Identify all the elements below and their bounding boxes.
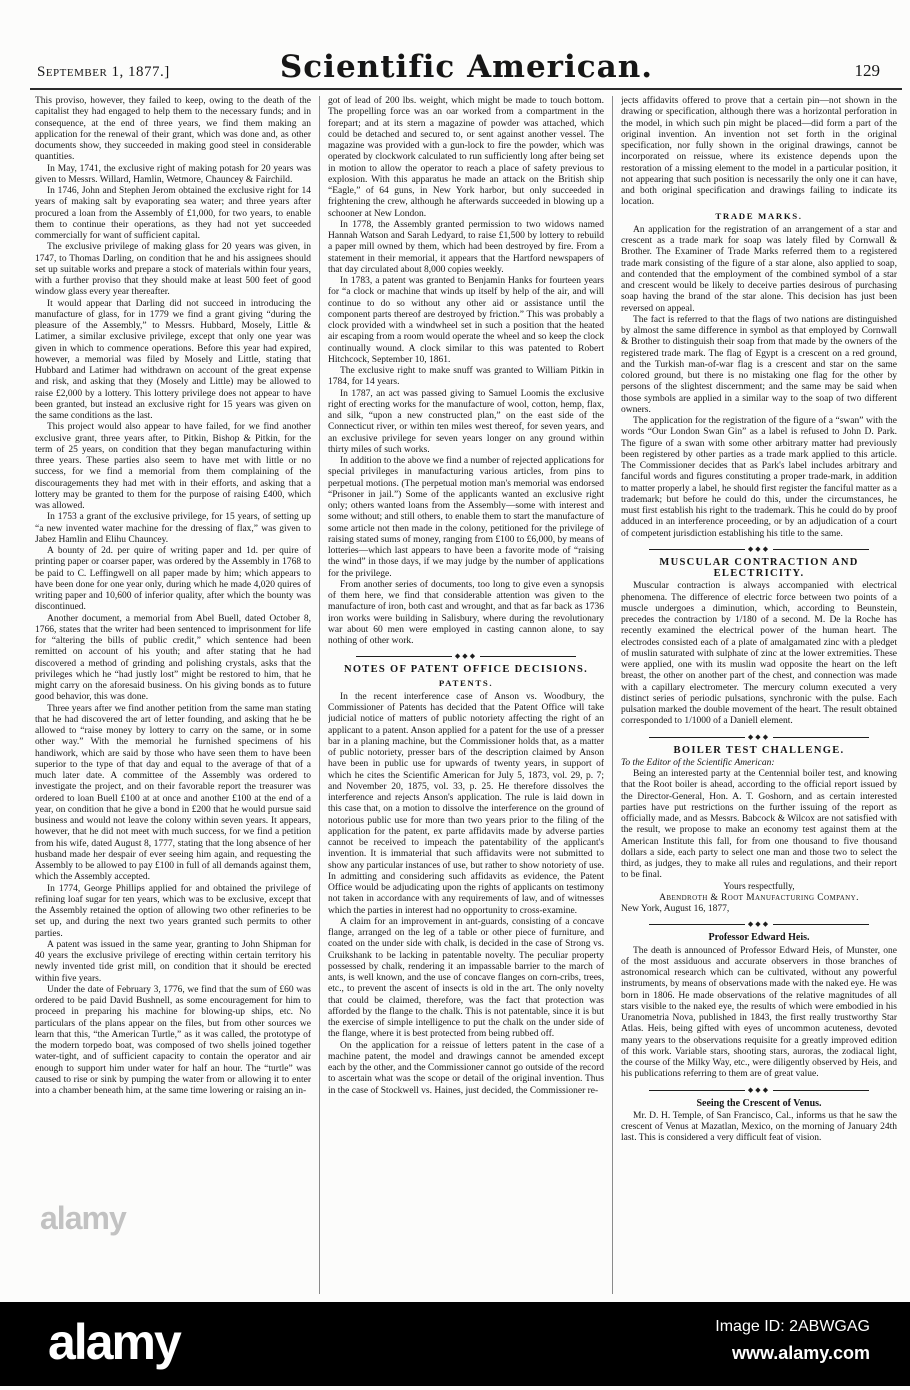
paragraph: Being an interested party at the Centennial boiler test, and knowing that the Root boiler is ahead, according to the official report issued by the Director-General, Hon. A. T. Goshorn, and as certain interested parties have put restrictions on the further issuing of the report as officially made, and as Messrs. Babcock & Wilcox are not satisfied with the result, we propose to make an economy test against them at the American Institute this fall, for from one thousand to five thousand dollars a side, each party to select one man and those two to select the third, as judges, they to make all rules and regulations, and their report to be final. <box>621 769 897 881</box>
section-heading: BOILER TEST CHALLENGE. <box>673 744 845 756</box>
header-rule <box>30 88 902 90</box>
diamond-ornament-icon: ◆◆◆ <box>747 920 771 929</box>
paragraph: From another series of documents, too long to give even a synopsis of them here, we find that considerable attention was given to the manufacture of iron, both cast and wrought, and that as far back as 1736 iron works were building in Salisbury, where during the revolutionary war about 60 men were employed in casting cannon alone, to say nothing of other work. <box>328 579 604 646</box>
subsection-heading: TRADE MARKS. <box>715 210 803 221</box>
column-divider-rule <box>319 96 320 1294</box>
diamond-ornament-icon: ◆◆◆ <box>747 1085 771 1094</box>
paragraph: The exclusive privilege of making glass for 20 years was given, in 1747, to Thomas Darling, on condition that he and his assignees should set up suitable works and prepare a stock of materials within four years, with a further proviso that they should make at least 500 feet of good window glass every year thereafter. <box>35 242 311 298</box>
masthead-title: Scientific American. <box>279 49 654 85</box>
text-column-1 <box>35 96 311 1294</box>
section-divider <box>645 1087 873 1094</box>
paragraph: In 1753 a grant of the exclusive privilege, for 15 years, of setting up “a new invented water machine for the dressing of flax,” was given to Jabez Hamlin and Elihu Chauncey. <box>35 512 311 545</box>
paragraph: In addition to the above we find a number of rejected applications for special privileges in manufacturing various articles, from pins to perpetual motions. (The perpetual motion man's memorial was endorsed “Prisoner in jail.”) Some of the applicants wanted an exclusive right only; others wanted loans from the Assembly—some with interest and some without; and still others, to enable them to start the manufacture of some article not then made in the colony, petitioned for the privilege of raising stated sums of money, ranging from £100 to £6,000, by means of lotteries—which last appears to have been a favorite mode of “raising the wind” in those days, if we may judge by the number of applications for the privilege. <box>328 456 604 579</box>
paragraph-continuation: got of lead of 200 lbs. weight, which might be made to touch bottom. The propelling force was an oar worked from a compartment in the forepart; and at its stern a magazine of powder was attached, which could be detached and secured to, or sent against another vessel. The magazine was provided with a gun-lock to fire the powder, which was operated by clockwork calculated to run sufficiently long after being set in motion to allow the operator to reach a place of safety previous to explosion. With this apparatus he made an attack on the British ship “Eagle,” of 64 guns, in New York harbor, but only succeeded in frightening the crew, although he afterwards succeeded in blowing up a schooner at New London. <box>328 96 604 219</box>
alamy-url[interactable]: www.alamy.com <box>731 1343 870 1363</box>
dateline: New York, August 16, 1877, <box>621 904 730 914</box>
paragraph: A patent was issued in the same year, granting to John Shipman for 40 years the exclusive privilege of erecting within certain territory his newly invented tide grist mill, on condition that it should be erected within five years. <box>35 939 311 984</box>
diamond-ornament-icon: ◆◆◆ <box>454 652 478 661</box>
column-divider-rule <box>612 96 613 1294</box>
divider-line <box>480 656 576 657</box>
section-divider <box>645 734 873 741</box>
paragraph: This project would also appear to have failed, for we find another exclusive grant, three years after, to Pitkin, Bishop & Pitkin, for the term of 25 years, on condition that they began manufacturing within three years. These parties also seem to have met with little or no success, for we find a memorial from them complaining of the discouragements they had met with in their efforts, and asking that a lottery may be granted to them for the purpose of raising £400, which was allowed. <box>35 422 311 511</box>
paragraph: Under the date of February 3, 1776, we find that the sum of £60 was ordered to be paid David Bushnell, as some encouragement for him to proceed in preparing his machine for blowing-up ships, etc. No particulars of the plans appear on the files, but from other sources we learn that this, “the American Turtle,” as it was called, the prototype of the modern torpedo boat, was composed of two shells joined together water-tight, and of sufficient capacity to contain the operator and air enough to support him under water for half an hour. The “turtle” was caused to rise or sink by pumping the water from or allowing it to enter into a chamber beneath him, at the same time lowering or raising an in- <box>35 984 311 1096</box>
text-column-2 <box>328 96 604 1294</box>
paragraph-continuation: This proviso, however, they failed to keep, owing to the death of the capitalist they had engaged to help them to the necessary funds; and in consequence, at the end of three years, we find them making an application for the renewal of their grant, which was done and, as other documents show, they succeeded in making good steel in considerable quantities. <box>35 96 311 163</box>
article-columns <box>35 96 897 1294</box>
letter-salutation: To the Editor of the Scientific American: <box>621 757 775 768</box>
article-heading: Seeing the Crescent of Venus. <box>696 1097 822 1109</box>
divider-line <box>649 737 745 738</box>
signature: Abendroth & Root Manufacturing Company. <box>659 892 859 903</box>
divider-line <box>649 924 745 925</box>
paragraph: A claim for an improvement in ant-guards, consisting of a concave flange, arranged on the leg of a table or other piece of furniture, and coated on the under side with chalk, is decided in the case of Strong vs. Cruikshank to be lacking in patentable novelty. The peculiar property possessed by chalk, rendering it an impassable barrier to the march of ants, is well known, and the use of concave flanges on corn-cribs, trees, etc., to prevent the ascent of insects is old in the art. The only novelty that could be claimed, therefore, was the fact that protection was afforded by the flange to the chalk. This is not patentable, since it is but the exercise of simple intelligence to put the chalk on the under side of the flange, where it is best protected from being rubbed off. <box>328 916 604 1040</box>
divider-line <box>649 1090 745 1091</box>
subsection-heading: PATENTS. <box>438 677 494 688</box>
paragraph: In the recent interference case of Anson vs. Woodbury, the Commissioner of Patents has decided that the Patent Office will take judicial notice of matters of public notoriety affecting the right of an applicant to a patent. Anson applied for a patent for the use of a presser bar in a planing machine, but the Commissioner holds that, as a matter of public notoriety, presser bars of the description claimed by Anson have been in public use for upwards of twenty years, in support of which he cites the Scientific American for July 5, 1873, vol. 29, p. 7; and November 20, 1875, vol. 33, p. 25. He therefore dissolves the interference and rejects Anson's application. The rule is laid down in this case that, on a motion to dissolve the interference on the ground of notorious public use for more than two years prior to the filing of the application for the patent, ex parte affidavits made by adverse parties cannot be received to impeach the patentability of the applicant's invention. It is immaterial that such affidavits were not submitted to show any particular instances of use, but rather to show notoriety of use. In admitting and considering such affidavits as evidence, the Patent Office would be adjudicating upon the rights of applicants on testimony not taken in accordance with any requirements of law, and of witnesses which the parties in interest had no opportunity to cross-examine. <box>328 691 604 916</box>
diamond-ornament-icon: ◆◆◆ <box>747 544 771 553</box>
diamond-ornament-icon: ◆◆◆ <box>747 732 771 741</box>
paragraph: Muscular contraction is always accompanied with electrical phenomena. The difference of electric force between two points of a muscle undergoes a diminution, which, according to Beunstein, precedes the contraction by 1/180 of a second. M. De la Roche has recently examined the electrical power of the human heart. The electrodes consisted each of a plate of amalgamated zinc with a pledget of muslin saturated with sulphate of zinc at the lower extremities. These were applied, one with its muslin wad opposite the heart on the left breast, the other on another part of the chest, and connection was made with a capillary electrometer. The mercury column executed a very distinct series of periodic pulsations, synchronic with the pulse. Each pulsation marked the double movement of the heart. The result obtained corresponded to 1/1000 of a Daniell element. <box>621 581 897 727</box>
paragraph: Mr. D. H. Temple, of San Francisco, Cal., informs us that he saw the crescent of Venus at Mazatlan, Mexico, on the morning of January 24th last. This is considered a very difficult feat of vision. <box>621 1110 897 1144</box>
divider-line <box>649 549 745 550</box>
divider-line <box>773 737 869 738</box>
section-heading: NOTES OF PATENT OFFICE DECISIONS. <box>343 664 589 676</box>
paragraph: The fact is referred to that the flags of two nations are distinguished by almost the same difference in symbol as that employed by Cornwall & Brother to distinguish their soap from that made by the owners of the registered trade mark. The flag of Egypt is a crescent on a red ground, and the Turkish man-of-war flag is a crescent and star on the same colored ground, but there is no mistaking one flag for the other by persons of the slightest discernment; and the same may be said when those symbols are applied in a similar way to the soap of two different owners. <box>621 314 897 415</box>
issue-date: September 1, 1877.] <box>37 64 170 80</box>
section-divider <box>645 921 873 928</box>
paragraph: Three years after we find another petition from the same man stating that he had discovered the art of letter founding, and asking that he be allowed to “raise money by lottery to carry on the same, or in some other way.” With the memorial he furnished specimens of his handiwork, which are said by those who have seen them to have been superior to the type of that day and equal to the average of that of a much later date. A committee of the Assembly was ordered to investigate the project, and on their favorable report the treasurer was ordered to loan Buell £100 at at once and another £100 at the end of a year, on condition that he give a bond in £200 that he would pursue said business and would not leave the colony within seven years. It appears, however, that he did not meet with much success, for we find a petition from his wife, dated August 8, 1777, stating that the long absence of her husband made her despair of ever seeing him again, and requesting the Assembly to be allowed to pay £100 in full of all demands against them, which the Assembly accepted. <box>35 703 311 883</box>
divider-line <box>773 1090 869 1091</box>
paragraph: It would appear that Darling did not succeed in introducing the manufacture of glass, for in 1779 we find a grant giving “during the pleasure of the Assembly,” to Messrs. Hubbard, Mosely, Little & Latimer, a similar exclusive privilege, except that only one year was given in which to commence operations. Before this year had expired, however, a memorial was filed by Mosely and Little, stating that Hubbard and Latimer had withdrawn on account of the great expense and risk, and asking that they (Mosely and Little) may be allowed to raise £2,000 by a lottery. This lottery privilege does not appear to have been granted, but instead an exclusive right for 15 years was given on the same conditions as the last. <box>35 298 311 421</box>
paragraph: On the application for a reissue of letters patent in the case of a machine patent, the model and drawings cannot be amended except each by the other, and the Commissioner cannot go outside of the record to ascertain what was the scope or detail of the original invention. Thus in the case of Stockwell vs. Haines, just decided, the Commissioner re- <box>328 1040 604 1096</box>
alamy-logo: alamy <box>48 1314 180 1370</box>
image-id-label: Image ID: 2ABWGAG <box>715 1318 870 1335</box>
section-divider <box>352 653 580 660</box>
alamy-footer-bar <box>0 1302 910 1386</box>
paragraph: In 1778, the Assembly granted permission to two widows named Hannah Watson and Sarah Ledyard, to raise £1,500 by lottery to rebuild a paper mill owned by them, which had been destroyed by fire. From a statement in their memorial, it appears that the Hartford newspapers of that day circulated about 8,000 copies weekly. <box>328 219 604 275</box>
divider-line <box>356 656 452 657</box>
paragraph: An application for the registration of an arrangement of a star and crescent as a trade mark for soap was lately filed by Cornwall & Brother. The Examiner of Trade Marks referred them to a registered trade mark consisting of the figure of a star alone, also applied to soap, and contended that the employment of the combined symbol of a star and crescent would be likely to deceive parties desirous of purchasing soap having the brand of the star alone. This decision has just been reversed on appeal. <box>621 224 897 314</box>
section-divider <box>645 546 873 553</box>
paragraph: Another document, a memorial from Abel Buell, dated October 8, 1766, states that the writer had been sentenced to imprisonment for life for “altering the bills of public credit,” which sentence had been remitted on account of his youth; and after stating that he had discovered a method of grinding and polishing crystals, asks that the privileges which he “had justly lost” might be restored to him, that he might carry on the aforesaid business. On his giving bonds as to future good behavior, this was done. <box>35 613 311 703</box>
page-header <box>35 44 898 85</box>
paragraph: A bounty of 2d. per quire of writing paper and 1d. per quire of printing paper or coarser paper, was ordered by the Assembly in 1768 to be paid to C. Leffingwell on all paper made by him; which appears to have been done for one year only, during which he made 4,020 quires of writing paper and 10,600 of inferior quality, after which the bounty was discontinued. <box>35 546 311 613</box>
footer-meta <box>715 1318 870 1364</box>
alamy-watermark: alamy <box>40 1200 126 1236</box>
text-column-3 <box>621 96 897 1294</box>
paragraph: In 1774, George Phillips applied for and obtained the privilege of refining loaf sugar for ten years, which was to be exclusive, except that the Assembly retained the option of allowing two other refineries to be set up, and during the next two years granted such permits to other parties. <box>35 883 311 939</box>
closing-line: Yours respectfully, <box>723 881 795 892</box>
paragraph: In 1787, an act was passed giving to Samuel Loomis the exclusive right of erecting works for the manufacture of wool, cotton, hemp, flax, and silk, “upon a new constructed plan,” on the east side of the Connecticut river, or within ten miles west thereof, for seven years, and an exclusive privilege for seven years longer on any ground within thirty miles of such works. <box>328 388 604 455</box>
paragraph: In 1783, a patent was granted to Benjamin Hanks for fourteen years for “a clock or machine that winds up itself by help of the air, and will continue to do so without any other aid or assistance until the component parts thereof are destroyed by friction.” This was probably a clock provided with a windwheel set in such a position that the heated air escaping from a room would operate the wheel and so keep the clock continually wound. A clock similar to this was patented to Robert Hitchcock, September 10, 1861. <box>328 276 604 365</box>
paragraph: In May, 1741, the exclusive right of making potash for 20 years was given to Messrs. Willard, Hamlin, Wetmore, Chauncey & Fairchild. <box>35 163 311 185</box>
divider-line <box>773 549 869 550</box>
paragraph-continuation: jects affidavits offered to prove that a certain pin—not shown in the drawing or specification, although there was a horizontal perforation in the model, in which such pin might be placed—did form a part of the original invention. An invention not set forth in the original specification, nor fully shown in the original drawings, cannot be incorporated on reissue, where its existence depends upon the restoration of a missing element to the model in a particular position, it not appearing that such position is necessarily the only one it can have, and both original specification and drawings failing to indicate its location. <box>621 96 897 208</box>
article-heading: Professor Edward Heis. <box>708 932 810 944</box>
paragraph: The exclusive right to make snuff was granted to William Pitkin in 1784, for 14 years. <box>328 366 604 388</box>
paragraph: The death is announced of Professor Edward Heis, of Munster, one of the most assiduous and accurate observers in those branches of astronomical research which can be cultivated, without any powerful instruments, by means of observations made with the naked eye. He was born in 1806. He made observations of the relative magnitudes of all stars visible to the naked eye, the results of which were embodied in his Uranometria Nova, published in 1843, the first really trustworthy Star Atlas. Heis, being gifted with eyes of uncommon acuteness, devoted many years to the observations requisite for a greatly improved edition of this work. Variable stars, shooting stars, auroras, the zodiacal light, the course of the Milky Way, etc., were diligently observed by Heis, and his publications referring to them are of great value. <box>621 945 897 1080</box>
paragraph: In 1746, John and Stephen Jerom obtained the exclusive right for 14 years of making salt by evaporating sea water; and three years after procured a loan from the Assembly of £1,000, for two years, to enable them to continue their operations, as they had not yet succeeded commercially for want of sufficient capital. <box>35 186 311 241</box>
divider-line <box>773 924 869 925</box>
section-heading: MUSCULAR CONTRACTION AND ELECTRICITY. <box>659 556 859 579</box>
paragraph: The application for the registration of the figure of a “swan” with the words “Our London Swan Gin” as a label is refused to John D. Park. The figure of a swan with some other arbitrary matter had previously been registered by other parties as a trade mark applied to this article. The Commissioner decides that as Park's label includes arbitrary and fanciful words and figures constituting a proper trade-mark, in addition to matter properly a label, he should first register the fanciful matter as a trademark; but before he could do this, under the circumstances, he must first establish his right to the trademark. This he could do by proof adduced in an interference proceeding, or by an adjudication of a court of competent jurisdiction establishing his title to the same. <box>621 416 897 539</box>
page-number: 129 <box>854 61 880 80</box>
